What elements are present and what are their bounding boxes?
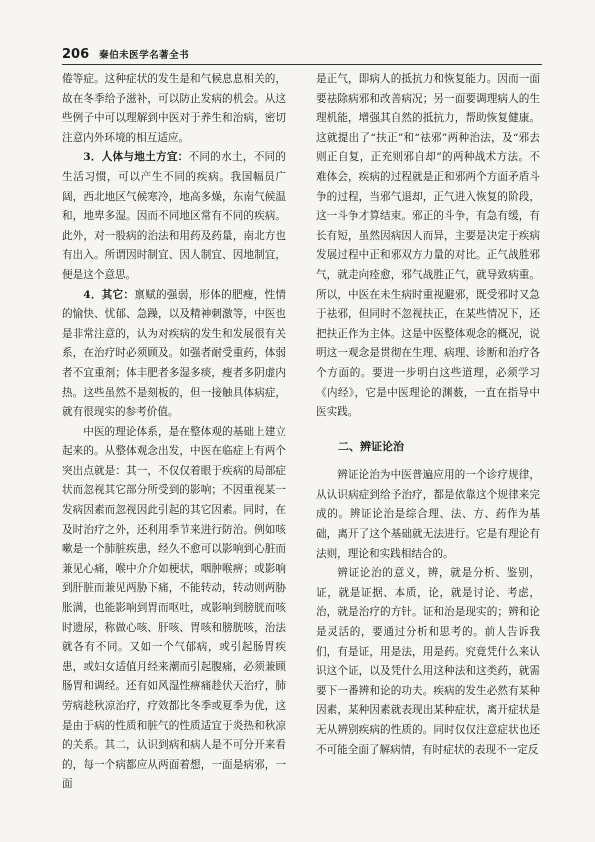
paragraph-climate-continued: 倦等症。这种症状的发生是和气候息息相关的，故在冬季给予滋补，可以防止发病的机会。从这些例子中可以理解到中医对于养生和治病，密切注意内外环境的相互适应。 [62, 73, 286, 144]
left-column [62, 70, 286, 795]
page-number: 206 [62, 47, 90, 62]
right-column [316, 70, 540, 760]
section-heading: 二、辨证论治 [338, 439, 404, 453]
paragraph-other-title: 4．其它： [83, 288, 135, 301]
paragraph-other [62, 286, 286, 423]
paragraph-bianzheng-meaning: 辨证论治的意义，辨，就是分析、鉴别，证，就是证据、本质，论，就是讨论、考虑，治，就是治疗的方针。证和治是现实的；辨和论是灵活的，要通过分析和思考的。前人告诉我们，有是证，用是法，用是药。究竟凭什么来认识这个证，以及凭什么用这种法和这类药，就需要下一番辨和论的功夫。疾病的发生必然有某种因素，某种因素就表现出某种症状，离开症状是无从辨别疾病的性质的。同时仅仅注意症状也还不可能全面了解病情，有时症状的表现不一定反 [316, 567, 540, 756]
paragraph-locality-title: 3．人体与地土方宜： [83, 151, 189, 164]
paragraph-holistic-theory: 中医的理论体系，是在整体观的基础上建立起来的。从整体观念出发，中医在临症上有两个突出点就是：其一，不仅仅着眼于疾病的局部症状而忽视其它部分所受到的影响；不因重视某一发病因素而忽视因此引起的其它因素。同时，在及时治疗之外，还利用季节来进行防治。例如咳嗽是一个肺脏疾患，经久不愈可以影响到心脏而兼见心痛，喉中介介如梗状，咽肿喉痹；或影响到肝脏而兼见两胁下痛，不能转动，转动则两胁胀满，也能影响到胃而呕吐，或影响到膀胱而咳时遗尿，称做心咳、肝咳、胃咳和膀胱咳，治法就各有不同。又如一个气郁病，或引起肠胃疾患，或妇女适值月经来潮而引起腹痛，必须兼顾肠胃和调经。还有如风湿性痹痛趁伏天治疗，肺劳病趁秋凉治疗，疗效都比冬季或夏季为优，这是由于病的性质和脏气的性质适宜于炎热和秋凉的关系。其二，认识到病和病人是不可分开来看的，每一个病都应从两面着想，一面是病邪，一面 [62, 425, 286, 791]
paragraph-zheng-qi: 是正气，即病人的抵抗力和恢复能力。因而一面要祛除病邪和改善病况；另一面要调理病人的生理机能，增强其自然的抵抗力，帮助恢复健康。这就提出了“扶正”和“祛邪”两种治法，及“邪去则正自复，正充则邪自却”的两种战术方法。不难体会，疾病的过程就是正和邪两个方面矛盾斗争的过程，当邪气退却，正气进入恢复的阶段，这一斗争才算结束。邪正的斗争，有急有缓，有长有短，虽然因病因人而异，主要是决定于疾病发展过程中正和邪双方力量的对比。正气战胜邪气，就走向痊愈，邪气战胜正气，就导致病重。所以，中医在未生病时重视避邪，既受邪时又急于祛邪，但同时不忽视扶正，在某些情况下，还把扶正作为主体。这是中医整体观念的概况，说明这一观念是贯彻在生理、病理、诊断和治疗各个方面的。要进一步明白这些道理，必须学习《内经》，它是中医理论的渊薮，一直在指导中医实践。 [316, 73, 540, 419]
paragraph-locality-body: 不同的水土，不同的生活习惯，可以产生不同的疾病。我国幅员广阔，西北地区气候寒冷，地高多燥，东南气候温和，地卑多湿。因而不同地区常有不同的疾病。此外，对一般病的治法和用药及药量，南北方也有出入。所谓因时制宜、因人制宜、因地制宜，便是这个意思。 [62, 151, 287, 281]
paragraph-locality [62, 148, 286, 285]
page-header [62, 42, 542, 65]
paragraph-bianzheng-intro: 辨证论治为中医普遍应用的一个诊疗规律，从认识病症到给予治疗，都是依靠这个规律来完成的。辨证论治是综合理、法、方、药作为基础，离开了这个基础就无法进行。它是有理论有法则，理论和实践相结合的。 [316, 469, 540, 560]
paragraph-other-body: 禀赋的强弱，形体的肥瘦，性情的愉快、忧郁、急躁，以及精神刺激等，中医也是非常注意的，认为对疾病的发生和发展很有关系，在治疗时必须顾及。如强者耐受重药，体弱者不宜重剂；体丰肥者多湿多痰，瘦者多阴虚内热。这些虽然不是刻板的，但一接触具体病症，就有很现实的参考价值。 [62, 288, 287, 419]
running-title: 秦伯未医学名著全书 [99, 50, 190, 61]
